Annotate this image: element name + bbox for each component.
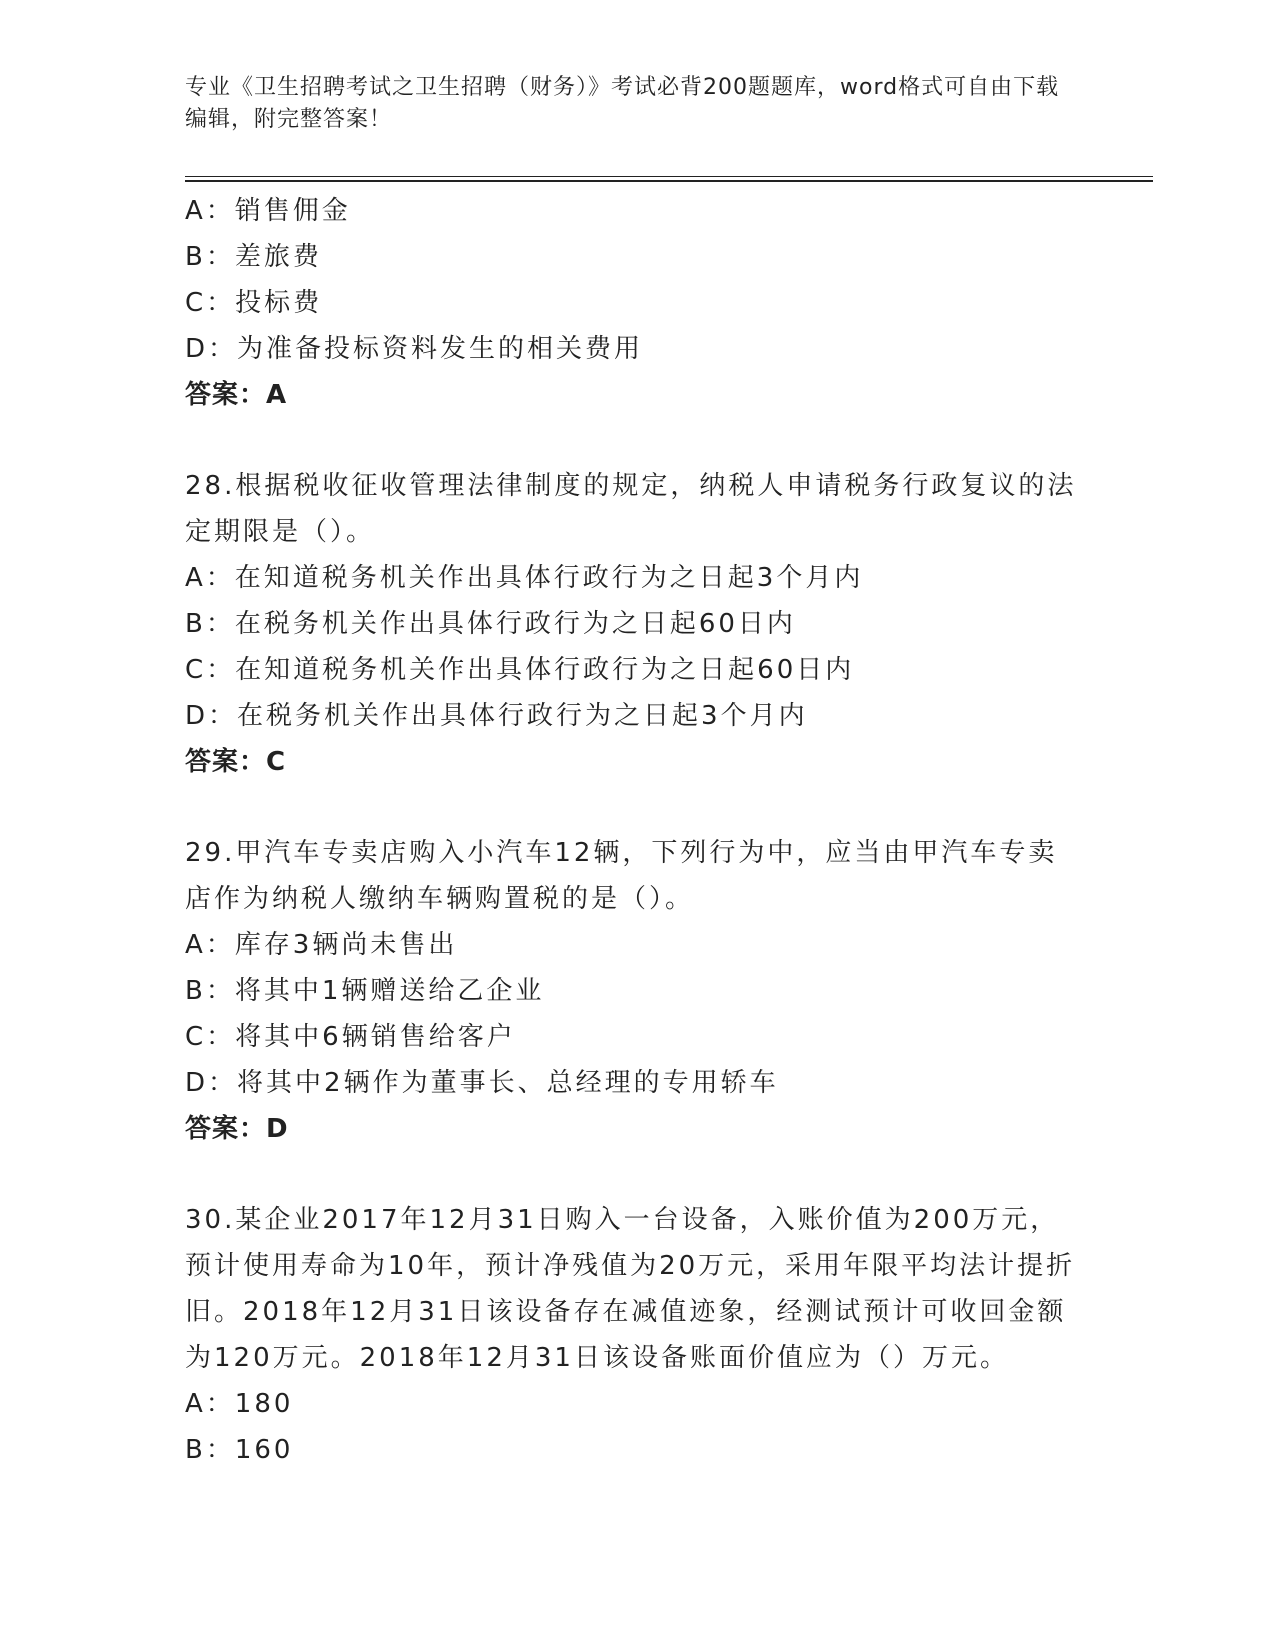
question-27-continued	[185, 188, 1085, 418]
option-b: B：在税务机关作出具体行政行为之日起60日内	[185, 609, 796, 639]
option-a: A：180	[185, 1389, 294, 1419]
question-text: 30.某企业2017年12月31日购入一台设备，入账价值为200万元，预计使用寿命为10年，预计净残值为20万元，采用年限平均法计提折旧。2018年12月31日该设备存在减值迹象，经测试预计可收回金额为120万元。2018年12月31日该设备账面价值应为（）万元。	[185, 1205, 1076, 1373]
question-28	[185, 463, 1085, 785]
header-divider	[185, 176, 1153, 182]
answer: 答案：A	[185, 380, 288, 410]
option-c: C：在知道税务机关作出具体行政行为之日起60日内	[185, 655, 855, 685]
option-c: C：投标费	[185, 288, 323, 318]
answer: 答案：D	[185, 1114, 289, 1144]
option-b: B：差旅费	[185, 242, 322, 272]
page-header: 专业《卫生招聘考试之卫生招聘（财务）》考试必背200题题库，word格式可自由下载编辑，附完整答案！	[185, 75, 1060, 132]
option-b: B：将其中1辆赠送给乙企业	[185, 976, 545, 1006]
option-d: D：为准备投标资料发生的相关费用	[185, 334, 644, 364]
question-text: 29.甲汽车专卖店购入小汽车12辆，下列行为中，应当由甲汽车专卖店作为纳税人缴纳车辆购置税的是（）。	[185, 838, 1058, 914]
question-29	[185, 830, 1085, 1152]
option-a: A：库存3辆尚未售出	[185, 930, 458, 960]
option-a: A：销售佣金	[185, 196, 351, 226]
question-list	[185, 188, 1085, 1518]
question-text: 28.根据税收征收管理法律制度的规定，纳税人申请税务行政复议的法定期限是（）。	[185, 471, 1077, 547]
option-d: D：将其中2辆作为董事长、总经理的专用轿车	[185, 1068, 779, 1098]
option-d: D：在税务机关作出具体行政行为之日起3个月内	[185, 701, 808, 731]
question-30	[185, 1197, 1085, 1473]
option-b: B：160	[185, 1435, 294, 1465]
option-c: C：将其中6辆销售给客户	[185, 1022, 516, 1052]
answer: 答案：C	[185, 747, 287, 777]
option-a: A：在知道税务机关作出具体行政行为之日起3个月内	[185, 563, 864, 593]
